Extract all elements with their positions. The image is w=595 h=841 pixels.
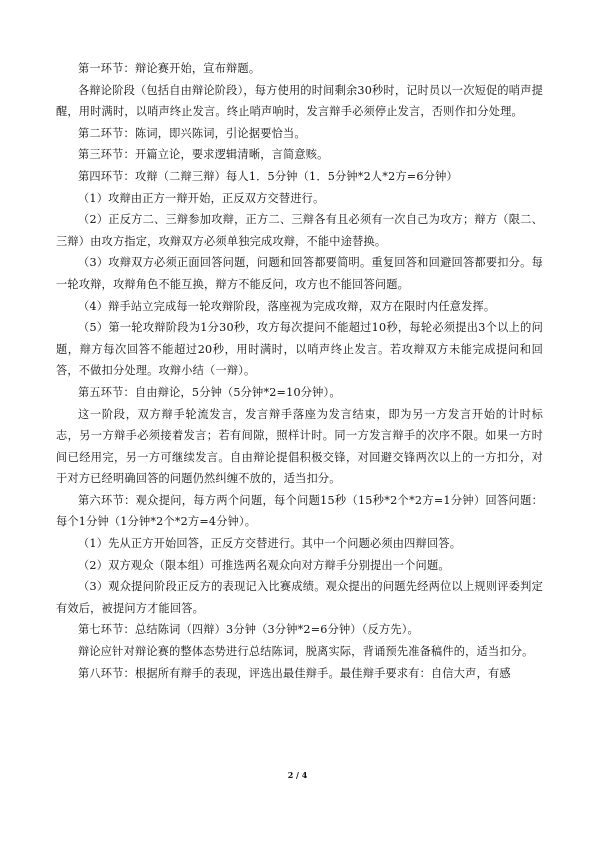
paragraph: （3）观众提问阶段正反方的表现记入比赛成绩。观众提出的问题先经两位以上规则评委判定有效后，被提问方才能回答。 xyxy=(56,580,543,615)
paragraph: 第一环节：辩论赛开始，宣布辩题。 xyxy=(78,62,261,75)
page-body xyxy=(56,58,543,684)
paragraph: 第六环节：观众提问，每方两个问题，每个问题15秒（15秒*2个*2方=1分钟）回答问题：每个1分钟（1分钟*2个*2方=4分钟）。 xyxy=(56,493,543,529)
paragraph: （1）先从正方开始回答，正反方交替进行。其中一个问题必须由四辩回答。 xyxy=(78,537,462,551)
page-number: 2 / 4 xyxy=(287,770,308,780)
paragraph: （1）攻辩由正方一辩开始，正反双方交替进行。 xyxy=(78,191,325,205)
paragraph: 各辩论阶段（包括自由辩论阶段），每方使用的时间剩余30秒时，记时员以一次短促的哨声提醒，用时满时，以哨声终止发言。终止哨声响时，发言辩手必须停止发言，否则作扣分处理。 xyxy=(56,83,543,119)
paragraph: （3）攻辩双方必须正面回答问题，问题和回答都要简明。重复回答和回避回答都要扣分。每一轮攻辩，攻辩角色不能互换，辩方不能反问，攻方也不能回答问题。 xyxy=(56,256,543,291)
paragraph: 第四环节：攻辩（二辩三辩）每人1．5分钟（1．5分钟*2人*2方=6分钟） xyxy=(78,169,458,183)
paragraph: （2）正反方二、三辩参加攻辩，正方二、三辩各有且必须有一次自己为攻方；辩方（限二、三辩）由攻方指定，攻辩双方必须单独完成攻辩，不能中途替换。 xyxy=(56,213,543,248)
paragraph: 辩论应针对辩论赛的整体态势进行总结陈词，脱离实际，背诵预先准备稿件的，适当扣分。 xyxy=(78,645,534,659)
paragraph: 第七环节：总结陈词（四辩）3分钟（3分钟*2=6分钟）（反方先）。 xyxy=(78,623,419,637)
paragraph: 第三环节：开篇立论，要求逻辑清晰，言简意赅。 xyxy=(78,148,329,162)
paragraph: （5）第一轮攻辩阶段为1分30秒，攻方每次提问不能超过10秒，每轮必须提出3个以上的问题，辩方每次回答不能超过20秒，用时满时，以哨声终止发言。若攻辩双方未能完成提问和回答，不做扣分处理。攻辩小结（一辩）。 xyxy=(56,321,543,378)
paragraph: （4）辩手站立完成每一轮攻辩阶段，落座视为完成攻辩，双方在限时内任意发挥。 xyxy=(78,299,496,313)
paragraph: （2）双方观众（限本组）可推选两名观众向对方辩手分别提出一个问题。 xyxy=(78,558,450,572)
paragraph: 第八环节：根据所有辩手的表现，评选出最佳辩手。最佳辩手要求有：自信大声，有感 xyxy=(78,666,511,680)
paragraph: 这一阶段，双方辩手轮流发言，发言辩手落座为发言结束，即为另一方发言开始的计时标志，另一方辩手必须接着发言；若有间隙，照样计时。同一方发言辩手的次序不限。如果一方时间已经用完，另一方可继续发言。自由辩论提倡积极交锋，对回避交锋两次以上的一方扣分，对于对方已经明确回答的问题仍然纠缠不放的，适当扣分。 xyxy=(56,407,543,486)
paragraph: 第二环节：陈词，即兴陈词，引论据要恰当。 xyxy=(78,126,306,140)
paragraph: 第五环节：自由辩论，5分钟（5分钟*2=10分钟）。 xyxy=(78,385,341,399)
